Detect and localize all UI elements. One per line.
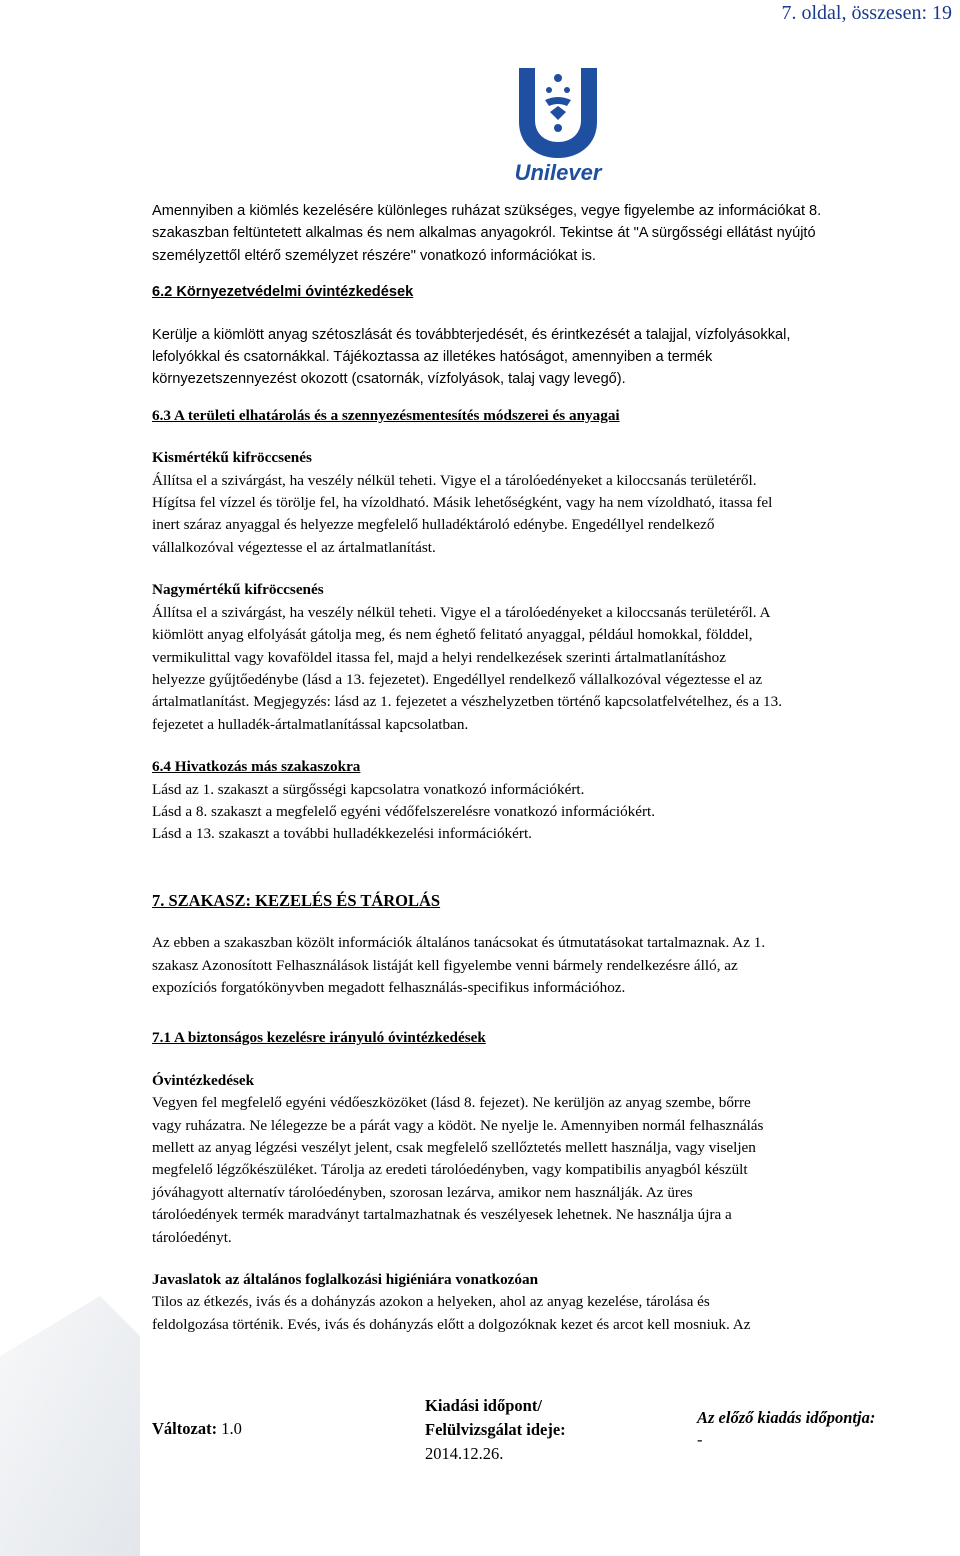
text-line: Amennyiben a kiömlés kezelésére különleges ruházat szükséges, vegye figyelembe az információkat 8. [152,203,822,219]
intro-paragraph [152,200,942,267]
svg-text:Unilever: Unilever [514,160,602,184]
text-line: jóváhagyott alternatív tárolóedényben, szorosan lezárva, amikor nem használják. Az üres [152,1183,693,1201]
text-line: Az ebben a szakaszban közölt információk általános tanácsokat és útmutatásokat tartalmaznak. Az 1. [152,934,766,952]
text-line: Kerülje a kiömlött anyag szétoszlását és továbbterjedését, és érintkezését a talajjal, vízfolyásokkal, [152,326,791,343]
text-line: tárolóedényt. [152,1228,232,1246]
section-6-2-title: 6.2 Környezetvédelmi óvintézkedések [152,284,414,301]
text-line: megfelelő légzőkészüléket. Tárolja az eredeti tárolóedényben, vagy kompatibilis anyagból készült [152,1161,748,1179]
unilever-logo-icon [505,64,611,184]
text-line: Hígítsa fel vízzel és törölje fel, ha vízoldható. Másik lehetőségként, vagy ha nem vízoldható, itassa fel [152,494,773,512]
footer-previous-issue [697,1407,875,1451]
text-line: Állítsa el a szivárgást, ha veszély nélkül teheti. Vigye el a tárolóedényeket a kiloccsanás területéről. [152,471,757,489]
page-number: 7. oldal, összesen: 19 [781,2,952,24]
text-line: helyezze gyűjtőedénybe (lásd a 13. fejezetet). Engedéllyel rendelkező vállalkozóval végeztesse el az [152,670,763,688]
text-line: vállalkozóval végeztesse el az ártalmatlanítást. [152,538,436,556]
hygiene-title: Javaslatok az általános foglalkozási higiéniára vonatkozóan [152,1271,539,1289]
text-line: mellett az anyag légzési veszélyt jelent, csak megfelelő szellőztetés mellett használja, vagy viseljen [152,1139,756,1156]
previous-issue-value: - [697,1430,703,1449]
document-body [152,200,942,1336]
text-line: Lásd a 13. szakaszt a további hulladékkezelési információkért. [152,825,532,843]
text-line: vagy ruházatra. Ne lélegezze be a párát vagy a ködöt. Ne nyelje le. Amennyiben normál felhasználás [152,1116,764,1134]
corner-decoration-icon [0,1296,140,1556]
large-spill-title: Nagymértékű kifröccsenés [152,581,324,599]
text-line: expozíciós forgatókönyvben megadott felhasználás-specifikus információhoz. [152,978,626,996]
text-line: fejezetet a hulladék-ártalmatlanítással kapcsolatban. [152,715,469,733]
issue-label-2: Felülvizsgálat ideje: [425,1420,566,1439]
text-line: környezetszennyezést okozott (csatornák, vízfolyások, talaj vagy levegő). [152,371,626,388]
section-7-1-title: 7.1 A biztonságos kezelésre irányuló óvintézkedések [152,1029,486,1047]
text-line: Tilos az étkezés, ivás és a dohányzás azokon a helyeken, ahol az anyag kezelése, tárolása és [152,1293,710,1311]
text-line: szakaszban feltüntetett alkalmas és nem alkalmas anyagokról. Tekintse át "A sürgősségi ellátást nyújtó [152,225,816,242]
section-6-4-title: 6.4 Hivatkozás más szakaszokra [152,758,361,776]
text-line: személyzettől eltérő személyzet részére" vonatkozó információkat is. [152,247,596,264]
text-line: vermikulittal vagy kovaföldel itassa fel, majd a helyi rendelkezések szerinti ártalmatlanításhoz [152,648,726,666]
footer-issue-date [425,1394,566,1466]
text-line: szakasz Azonosított Felhasználások listáját kell figyelembe venni bármely rendelkezésre álló, az [152,956,738,974]
text-line: feldolgozása történik. Evés, ivás és dohányzás előtt a dolgozóknak kezet és arcot kell mosniuk. Az [152,1315,751,1333]
section-6-3-title: 6.3 A területi elhatárolás és a szennyezésmentesítés módszerei és anyagai [152,406,620,424]
precautions-title: Óvintézkedések [152,1071,255,1089]
text-line: Vegyen fel megfelelő egyéni védőeszközöket (lásd 8. fejezet). Ne kerüljön az anyag szembe, bőrre [152,1094,751,1112]
text-line: ártalmatlanítást. Megjegyzés: lásd az 1. fejezetet a vészhelyzetben történő kapcsolatfelvételhez, és a 13. [152,693,782,711]
version-value: 1.0 [221,1419,242,1438]
text-line: Lásd a 8. szakaszt a megfelelő egyéni védőfelszerelésre vonatkozó információkért. [152,802,656,820]
version-label: Változat: [152,1419,218,1438]
text-line: lefolyókkal és csatornákkal. Tájékoztassa az illetékes hatóságot, amennyiben a termék [152,349,713,366]
text-line: tárolóedények termék maradványt tartalmazhatnak és veszélyesek lehetnek. Ne használja újra a [152,1206,732,1224]
text-line: inert száraz anyaggal és helyezze megfelelő hulladéktároló edénybe. Engedéllyel rendelkező [152,516,715,534]
issue-date-value: 2014.12.26. [425,1444,504,1463]
text-line: Lásd az 1. szakaszt a sürgősségi kapcsolatra vonatkozó információkért. [152,780,585,798]
previous-issue-label: Az előző kiadás időpontja: [697,1408,876,1427]
text-line: Állítsa el a szivárgást, ha veszély nélkül teheti. Vigye el a tárolóedényeket a kiloccsanás területéről. A [152,603,771,621]
small-spill-title: Kismértékű kifröccsenés [152,449,312,467]
issue-label-1: Kiadási időpont/ [425,1396,542,1415]
footer-version [152,1419,242,1439]
section-7-title: 7. SZAKASZ: KEZELÉS ÉS TÁROLÁS [152,890,441,910]
text-line: kiömlött anyag elfolyását gátolja meg, és nem éghető felitató anyaggal, például homokkal, földdel, [152,626,753,644]
